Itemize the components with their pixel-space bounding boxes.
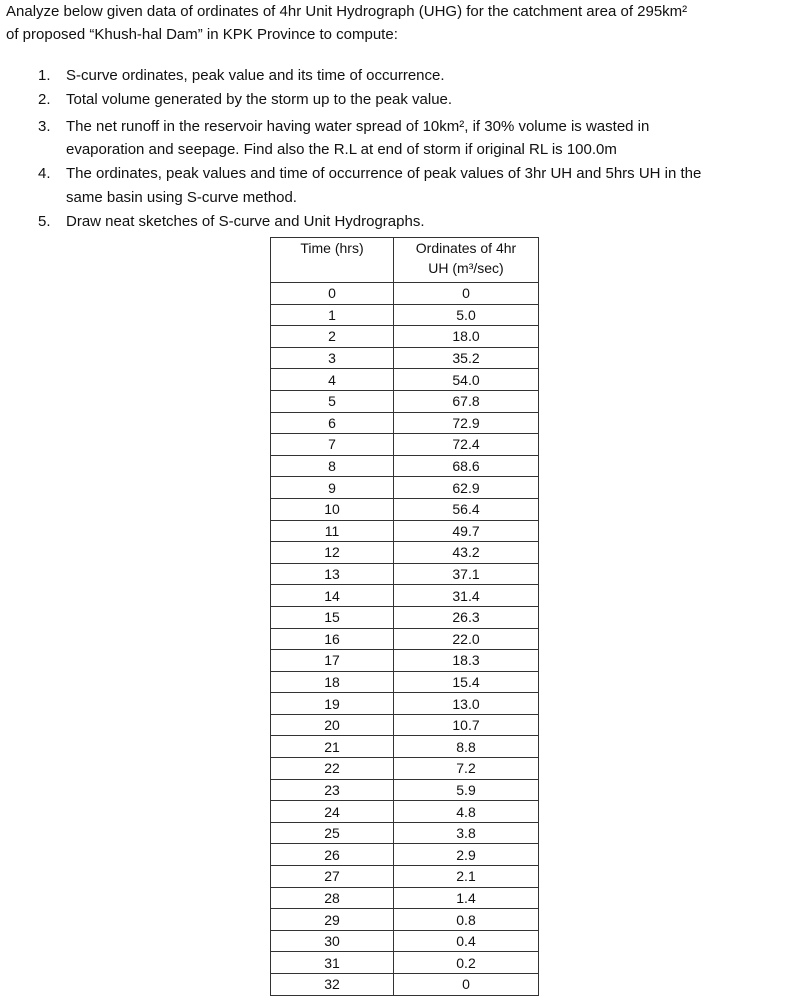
ordinate-cell: 0	[394, 974, 539, 996]
time-cell: 16	[271, 628, 394, 650]
table-row	[271, 887, 539, 909]
time-cell: 27	[271, 866, 394, 888]
ordinate-cell: 49.7	[394, 520, 539, 542]
time-cell: 20	[271, 714, 394, 736]
ordinate-cell: 7.2	[394, 758, 539, 780]
table-row	[271, 585, 539, 607]
ordinate-cell: 13.0	[394, 693, 539, 715]
table-row	[271, 326, 539, 348]
time-cell: 6	[271, 412, 394, 434]
table-row	[271, 606, 539, 628]
task-text: S-curve ordinates, peak value and its time of occurrence.	[66, 67, 445, 84]
table-row	[271, 671, 539, 693]
task-text: The net runoff in the reservoir having water spread of 10km², if 30% volume is wasted in	[66, 118, 650, 135]
table-row	[271, 390, 539, 412]
table-row	[271, 347, 539, 369]
task-number: 5.	[38, 213, 51, 230]
ordinate-cell: 37.1	[394, 563, 539, 585]
time-cell: 14	[271, 585, 394, 607]
table-row	[271, 930, 539, 952]
time-cell: 29	[271, 909, 394, 931]
task-number: 2.	[38, 91, 51, 108]
table-row	[271, 520, 539, 542]
intro-line-2: of proposed “Khush-hal Dam” in KPK Province to compute:	[6, 26, 398, 43]
ordinate-cell: 26.3	[394, 606, 539, 628]
ordinate-cell: 0.2	[394, 952, 539, 974]
table-row	[271, 628, 539, 650]
time-cell: 0	[271, 283, 394, 305]
table-row	[271, 455, 539, 477]
ordinate-cell: 2.1	[394, 866, 539, 888]
table-row	[271, 283, 539, 305]
table-row	[271, 866, 539, 888]
ordinate-cell: 72.9	[394, 412, 539, 434]
time-cell: 32	[271, 974, 394, 996]
task-number: 1.	[38, 67, 51, 84]
ordinate-cell: 0	[394, 283, 539, 305]
table-row	[271, 304, 539, 326]
time-cell: 10	[271, 498, 394, 520]
time-cell: 22	[271, 758, 394, 780]
ordinate-cell: 2.9	[394, 844, 539, 866]
time-cell: 5	[271, 390, 394, 412]
time-cell: 9	[271, 477, 394, 499]
ordinate-cell: 54.0	[394, 369, 539, 391]
header-time: Time (hrs)	[271, 238, 394, 283]
ordinate-cell: 67.8	[394, 390, 539, 412]
ordinate-cell: 72.4	[394, 434, 539, 456]
table-row	[271, 844, 539, 866]
time-cell: 30	[271, 930, 394, 952]
table-row	[271, 714, 539, 736]
time-cell: 7	[271, 434, 394, 456]
ordinate-cell: 62.9	[394, 477, 539, 499]
time-cell: 12	[271, 542, 394, 564]
ordinate-cell: 15.4	[394, 671, 539, 693]
time-cell: 25	[271, 822, 394, 844]
ordinate-cell: 18.3	[394, 650, 539, 672]
table-row	[271, 758, 539, 780]
table-row	[271, 779, 539, 801]
time-cell: 26	[271, 844, 394, 866]
time-cell: 23	[271, 779, 394, 801]
ordinate-cell: 56.4	[394, 498, 539, 520]
ordinate-cell: 43.2	[394, 542, 539, 564]
task-text: Draw neat sketches of S-curve and Unit Hydrographs.	[66, 213, 425, 230]
table-row	[271, 909, 539, 931]
table-row	[271, 974, 539, 996]
task-number: 3.	[38, 118, 51, 135]
time-cell: 17	[271, 650, 394, 672]
table-row	[271, 736, 539, 758]
table-row	[271, 477, 539, 499]
table-row	[271, 801, 539, 823]
ordinate-cell: 10.7	[394, 714, 539, 736]
ordinate-cell: 4.8	[394, 801, 539, 823]
ordinate-cell: 0.8	[394, 909, 539, 931]
header-ordinates	[394, 238, 539, 283]
task-text: same basin using S-curve method.	[66, 189, 297, 206]
table-row	[271, 412, 539, 434]
time-cell: 1	[271, 304, 394, 326]
task-text: Total volume generated by the storm up to the peak value.	[66, 91, 453, 108]
time-cell: 2	[271, 326, 394, 348]
time-cell: 15	[271, 606, 394, 628]
table-row	[271, 542, 539, 564]
ordinate-cell: 31.4	[394, 585, 539, 607]
time-cell: 18	[271, 671, 394, 693]
task-text: evaporation and seepage. Find also the R.L at end of storm if original RL is 100.0m	[66, 141, 617, 158]
ordinate-cell: 1.4	[394, 887, 539, 909]
ordinate-cell: 8.8	[394, 736, 539, 758]
table-row	[271, 434, 539, 456]
ordinate-cell: 3.8	[394, 822, 539, 844]
time-cell: 31	[271, 952, 394, 974]
time-cell: 3	[271, 347, 394, 369]
table-row	[271, 650, 539, 672]
table-row	[271, 693, 539, 715]
time-cell: 19	[271, 693, 394, 715]
ordinate-cell: 5.9	[394, 779, 539, 801]
header-ordinates-line1: Ordinates of 4hr	[415, 240, 517, 256]
task-text: The ordinates, peak values and time of occurrence of peak values of 3hr UH and 5hrs UH in the	[66, 165, 702, 182]
ordinate-cell: 5.0	[394, 304, 539, 326]
table-row	[271, 369, 539, 391]
time-cell: 21	[271, 736, 394, 758]
ordinate-cell: 35.2	[394, 347, 539, 369]
task-number: 4.	[38, 165, 51, 182]
time-cell: 8	[271, 455, 394, 477]
time-cell: 28	[271, 887, 394, 909]
ordinate-cell: 68.6	[394, 455, 539, 477]
table-row	[271, 563, 539, 585]
table-row	[271, 952, 539, 974]
ordinate-cell: 0.4	[394, 930, 539, 952]
header-ordinates-line2: UH (m³/sec)	[428, 260, 504, 276]
table-row	[271, 498, 539, 520]
time-cell: 13	[271, 563, 394, 585]
ordinate-cell: 18.0	[394, 326, 539, 348]
intro-line-1: Analyze below given data of ordinates of 4hr Unit Hydrograph (UHG) for the catchment area of 295km²	[6, 3, 688, 20]
time-cell: 11	[271, 520, 394, 542]
ordinate-cell: 22.0	[394, 628, 539, 650]
time-cell: 4	[271, 369, 394, 391]
table-row	[271, 822, 539, 844]
uh-ordinates-table	[270, 237, 539, 996]
time-cell: 24	[271, 801, 394, 823]
